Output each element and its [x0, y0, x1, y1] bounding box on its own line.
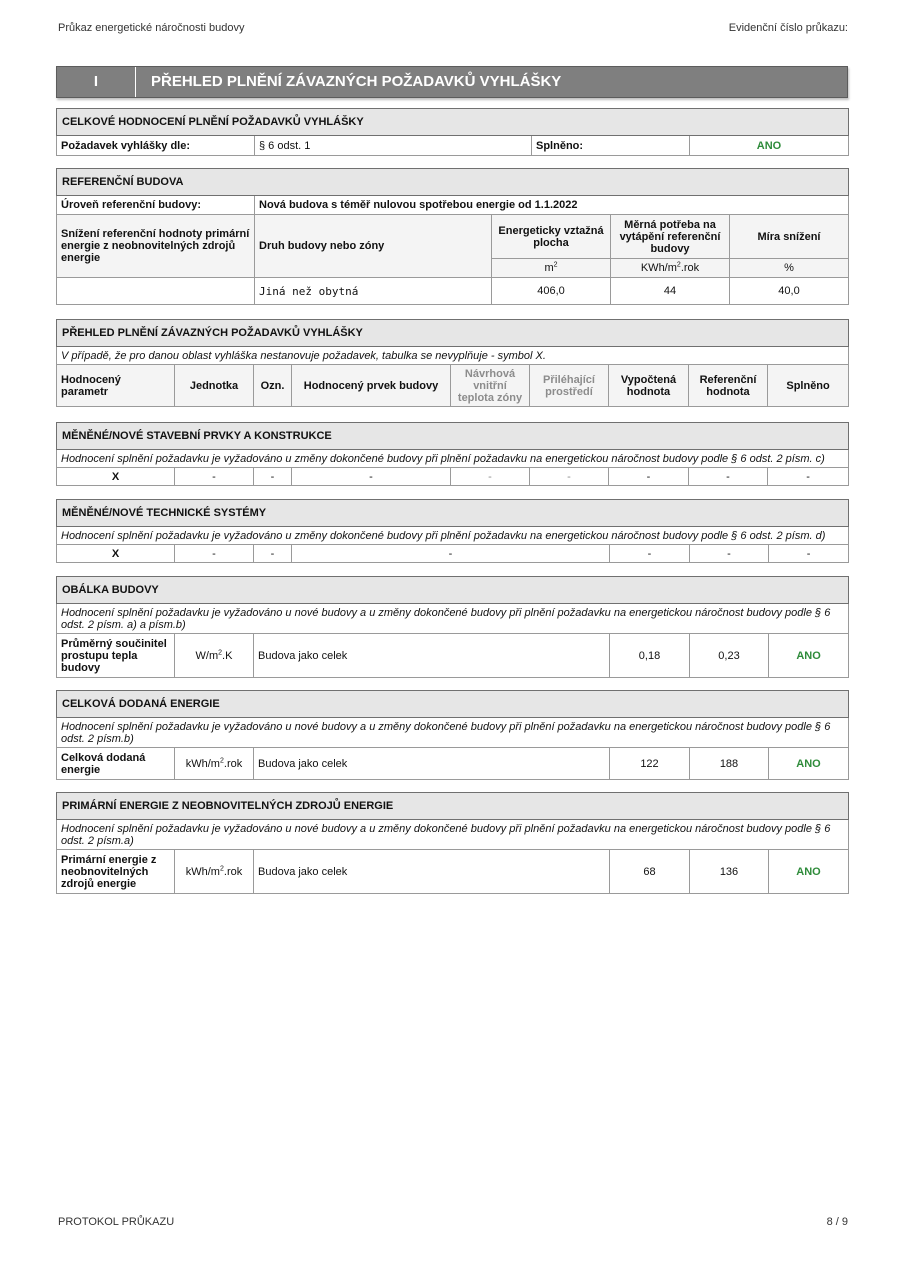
reference-level-label: Úroveň referenční budovy:: [57, 196, 255, 215]
table-row: [57, 748, 849, 780]
primary-energy-block: [56, 792, 848, 894]
col-ref: Referenční hodnota: [689, 365, 768, 407]
delivered-calc: 122: [610, 748, 690, 780]
certificate-number-label: Evidenční číslo průkazu:: [728, 22, 848, 34]
delivered-title: CELKOVÁ DODANÁ ENERGIE: [57, 691, 849, 718]
envelope-unit: $W/m^2.K$: [175, 634, 254, 678]
col-heating-need: Měrná potřeba na vytápění referenční budovy: [611, 215, 730, 259]
requirement-label: Požadavek vyhlášky dle:: [57, 136, 255, 156]
col-ozn: Ozn.: [254, 365, 292, 407]
envelope-element: Budova jako celek: [254, 634, 610, 678]
requirement-value: § 6 odst. 1: [255, 136, 532, 156]
table-row: [57, 634, 849, 678]
col-reduction: Míra snížení: [730, 215, 849, 259]
envelope-block: [56, 576, 848, 678]
primary-ok: ANO: [769, 850, 849, 894]
area-value: 406,0: [492, 278, 611, 305]
primary-calc: 68: [610, 850, 690, 894]
primary-unit: kWh/$m^2.rok$: [175, 850, 254, 894]
primary-title: PRIMÁRNÍ ENERGIE Z NEOBNOVITELNÝCH ZDROJŮ ENERGIE: [57, 793, 849, 820]
delivered-note: Hodnocení splnění požadavku je vyžadováno u nové budovy a u změny dokončené budovy při plnění požadavku na energetickou náročnost budovy podle § 6 odst. 2 písm.b): [57, 718, 849, 748]
table-row: X - - - - - -: [57, 545, 849, 563]
primary-element: Budova jako celek: [254, 850, 610, 894]
overview-title: PŘEHLED PLNĚNÍ ZÁVAZNÝCH POŽADAVKŮ VYHLÁŠKY: [57, 320, 849, 347]
footer-label: PROTOKOL PRŮKAZU: [58, 1216, 175, 1228]
section-number: I: [57, 67, 136, 97]
envelope-param: Průměrný součinitel prostupu tepla budovy: [57, 634, 175, 678]
reduction-value: 40,0: [730, 278, 849, 305]
delivered-param: Celková dodaná energie: [57, 748, 175, 780]
reference-building-block: [56, 168, 848, 305]
delivered-unit: kWh/$m^2.rok$: [175, 748, 254, 780]
page-footer: [58, 1216, 848, 1230]
envelope-ref: 0,23: [690, 634, 769, 678]
delivered-ok: ANO: [769, 748, 849, 780]
overview-note: V případě, že pro danou oblast vyhláška nestanovuje požadavek, tabulka se nevyplňuje - symbol X.: [57, 347, 849, 365]
col-param: Hodnocený parametr: [57, 365, 175, 407]
overall-title: CELKOVÉ HODNOCENÍ PLNĚNÍ POŽADAVKŮ VYHLÁŠKY: [57, 109, 849, 136]
primary-note: Hodnocení splnění požadavku je vyžadováno u nové budovy a u změny dokončené budovy při plnění požadavku na energetickou náročnost budovy podle § 6 odst. 2 písm.a): [57, 820, 849, 850]
heating-need-value: 44: [611, 278, 730, 305]
overview-block: [56, 319, 848, 407]
table-row: X - - - - - - - -: [57, 468, 849, 486]
systems-title: MĚNĚNÉ/NOVÉ TECHNICKÉ SYSTÉMY: [57, 500, 849, 527]
systems-note: Hodnocení splnění požadavku je vyžadováno u změny dokončené budovy při plnění požadavku na energetickou náročnost budovy podle § 6 odst. 2 písm. d): [57, 527, 849, 545]
envelope-note: Hodnocení splnění požadavku je vyžadováno u nové budovy a u změny dokončené budovy při plnění požadavku na energetickou náročnost budovy podle § 6 odst. 2 písm. a) a písm.b): [57, 604, 849, 634]
systems-block: [56, 499, 848, 563]
col-building-type: Druh budovy nebo zóny: [255, 215, 492, 278]
col-unit: Jednotka: [175, 365, 254, 407]
constructions-note: Hodnocení splnění požadavku je vyžadováno u změny dokončené budovy při plnění požadavku na energetickou náročnost budovy podle § 6 odst. 2 písm. c): [57, 450, 849, 468]
reference-title: REFERENČNÍ BUDOVA: [57, 169, 849, 196]
delivered-ref: 188: [690, 748, 769, 780]
reference-level-value: Nová budova s téměř nulovou spotřebou energie od 1.1.2022: [255, 196, 849, 215]
col-calc: Vypočtená hodnota: [609, 365, 689, 407]
constructions-block: [56, 422, 848, 486]
col-area: Energeticky vztažná plocha: [492, 215, 611, 259]
fulfilled-value: ANO: [690, 136, 849, 156]
page-header: [58, 22, 848, 36]
building-type-value: Jiná než obytná: [255, 278, 492, 305]
envelope-ok: ANO: [769, 634, 849, 678]
document-title: Průkaz energetické náročnosti budovy: [58, 22, 245, 34]
page-number: 8 / 9: [826, 1216, 848, 1228]
overall-evaluation-block: [56, 108, 848, 156]
reduction-label: Snížení referenční hodnoty primární energie z neobnovitelných zdrojů energie: [57, 215, 255, 278]
section-banner: [56, 66, 848, 98]
col-ok: Splněno: [768, 365, 849, 407]
unit-area: $m^2$: [492, 259, 611, 278]
col-env: Přiléhající prostředí: [530, 365, 609, 407]
unit-reduction: %: [730, 259, 849, 278]
section-title: PŘEHLED PLNĚNÍ ZÁVAZNÝCH POŽADAVKŮ VYHLÁŠKY: [151, 73, 562, 90]
envelope-calc: 0,18: [610, 634, 690, 678]
constructions-title: MĚNĚNÉ/NOVÉ STAVEBNÍ PRVKY A KONSTRUKCE: [57, 423, 849, 450]
table-row: [57, 850, 849, 894]
primary-ref: 136: [690, 850, 769, 894]
primary-param: Primární energie z neobnovitelných zdrojů energie: [57, 850, 175, 894]
delivered-element: Budova jako celek: [254, 748, 610, 780]
unit-heating-need: KWh/$m^2.rok$: [611, 259, 730, 278]
envelope-title: OBÁLKA BUDOVY: [57, 577, 849, 604]
delivered-energy-block: [56, 690, 848, 780]
fulfilled-label: Splněno:: [532, 136, 690, 156]
col-element: Hodnocený prvek budovy: [292, 365, 451, 407]
col-temp: Návrhová vnitřní teplota zóny: [451, 365, 530, 407]
